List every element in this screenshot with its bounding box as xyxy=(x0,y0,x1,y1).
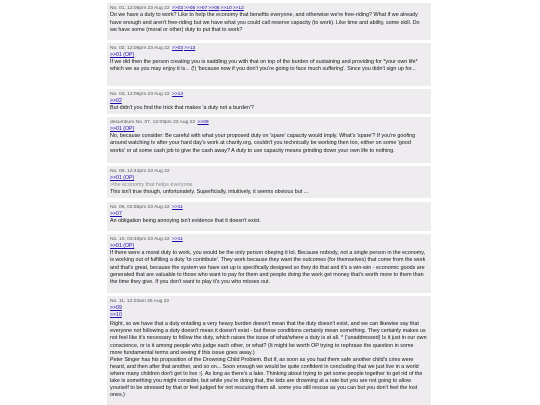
post-paragraph: But didn't you find the trick that makes 'a duty not a burden'? xyxy=(110,105,254,112)
reply-link[interactable]: >>11 xyxy=(171,205,183,210)
post-header: No. 03, 12:06pm 23 Aug 22 xyxy=(110,92,170,97)
reply-link[interactable]: >>09 xyxy=(197,120,209,125)
post-body xyxy=(110,12,427,33)
post-header: desumbum No. 07, 12:03pm 23 Aug 22 xyxy=(110,120,196,125)
post-01 xyxy=(107,3,431,40)
post-header: No. 11, 12:23am 25 Aug 22 xyxy=(110,299,170,304)
reply-link[interactable]: >>10 xyxy=(220,6,232,11)
quote-link[interactable]: >>01 (OP) xyxy=(110,175,135,182)
post-paragraph: If there were a moral duty to work, you would be the only person obeying it lol. Because nobody, not a single person in the economy, is working out of fulfilling a duty 'to contribute'. They work because they want the outcomes (for themselves) that come from the work and that's great, because the system we have set up is specifically designed so they do that and it's a win-win - economic goods are generated that are valuable to those who want to pay for them and people doing the work get money that's worth more to them than the time they give. If you don't want to play it's you who misses out. xyxy=(110,250,426,285)
post-02 xyxy=(107,43,431,86)
post-body xyxy=(110,250,427,286)
post-paragraph: This isn't true though, unfortunately. Superficially, intuitively, it seems obvious but ... xyxy=(110,189,309,196)
post-paragraph: Right, so we have that a duty entailing a very heavy burden doesn't mean that the duty doesn't exist, and we can likewise say that everyone not following a duty doesn't mean it doesn't exist - but these conditions certainly mean something. They certainly makes us not feel like it's necessary to follow the duty, which raises the issue of what/where a duty is at all. * ('unaddressed) Is it just in our own conscience, or is it among people who judge each other, or what? (It might be worth OP trying to rephrase the question in some more fundamental terms and seeing if this issue goes away.) xyxy=(110,321,427,356)
post-paragraph: No, because consider: Be careful with what your proposed duty on 'spare' capacity would imply. What's 'spare'? If you're goofing around watching tv after your hard day's work at charity.org, couldn't you technically be working then too, either on some 'good works' or at some cash job to give the cash away? A duty to use capacity means grinding down your own life to nothing. xyxy=(110,133,416,154)
post-body xyxy=(110,189,427,196)
reply-link[interactable]: >>14 xyxy=(171,92,184,97)
post-paragraph: Do we have a duty to work? Like to help the economy that benefits everyone, and otherwise we're free-riding? What if we already have enough and aren't free-riding but we have what you could call reserve capacity (to work). Like time and ability, some skill. Do we have some (moral or other) duty to put that to work? xyxy=(110,12,420,33)
post-body xyxy=(110,133,427,154)
post-header: No. 01, 12:06pm 23 Aug 22 xyxy=(110,6,170,11)
post-07 xyxy=(107,234,431,293)
quote-link[interactable]: >>09 xyxy=(110,305,122,312)
reply-link[interactable]: >>11 xyxy=(171,237,183,242)
post-paragraph: If we did then the person creating you is saddling you with that on top of the burden of sustaining and providing for *your own life* which we as you may enjoy it is... (!) 'because now if you don't you're going to face much suffering'. Since you didn't sign up for... xyxy=(110,59,418,73)
post-03 xyxy=(107,89,431,114)
reply-link[interactable]: >>03 xyxy=(171,6,184,11)
post-body xyxy=(110,218,427,225)
post-04 xyxy=(107,117,431,163)
quote-link[interactable]: >>01 (OP) xyxy=(110,52,135,59)
post-08 xyxy=(107,296,431,405)
greentext-quote: >the economy that helps everyone xyxy=(110,182,193,189)
post-header: No. 02, 12:06pm 23 Aug 22 xyxy=(110,46,170,51)
post-paragraph: An obligation being annoying isn't evidence that it doesn't exist. xyxy=(110,218,261,225)
post-header: No. 06, 02:55pm 23 Aug 22 xyxy=(110,205,170,210)
post-header: No. 10, 03:40pm 23 Aug 22 xyxy=(110,237,170,242)
quote-link[interactable]: >>01 (OP) xyxy=(110,243,135,250)
reply-link[interactable]: >>13 xyxy=(184,46,196,51)
quote-link[interactable]: >>10 xyxy=(110,312,122,319)
reply-link[interactable]: >>12 xyxy=(232,6,244,11)
quote-link[interactable]: >>07 xyxy=(110,211,122,218)
reply-link[interactable]: >>07 xyxy=(196,6,208,11)
reply-link[interactable]: >>03 xyxy=(171,46,184,51)
reply-link[interactable]: >>06 xyxy=(184,6,196,11)
post-05 xyxy=(107,166,431,198)
post-paragraph: Peter Singer has his proposition of the Drowning Child Problem. But if, as soon as you had them safe another child's cries were heard, and then after that another, and so on... Soon enough we would be quite confident in concluding that we just live in a world where many children don't get to live :(. As long as there's a lake. Thinking about trying to get some people together to get rid of the lake is something you might consider, but while you're doing that, the kids are drowning at a rate but you are not going to allow yourself to be stressed by that or feel judged for not rescuing them all. some you still rescue as you can but you don't feel the lost ones.) xyxy=(110,356,423,399)
quote-link[interactable]: >>01 (OP) xyxy=(110,126,135,133)
post-body xyxy=(110,105,427,112)
post-body xyxy=(110,321,427,399)
reply-link[interactable]: >>08 xyxy=(208,6,220,11)
post-header: No. 05, 12:44pm 23 Aug 22 xyxy=(110,169,170,174)
quote-link[interactable]: >>02 xyxy=(110,98,122,105)
post-06 xyxy=(107,202,431,231)
post-body xyxy=(110,59,427,73)
